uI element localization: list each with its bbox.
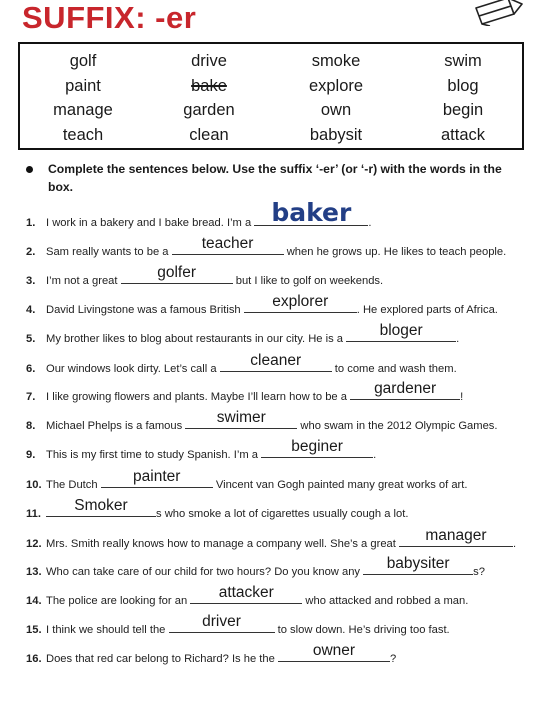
word-item: golf: [69, 52, 97, 70]
word-item: babysit: [309, 125, 363, 144]
answer-text: beginer: [291, 438, 343, 455]
sentence-text-before: Does that red car belong to Richard? Is he the: [46, 653, 278, 665]
sentence-number: 16.: [26, 653, 42, 665]
sentence-number: 15.: [26, 624, 42, 636]
sentence-number: 4.: [26, 304, 36, 316]
word-item: paint: [65, 76, 101, 95]
word-item-crossed-out: bake: [191, 76, 227, 95]
sentence-row: [26, 235, 507, 259]
sentence-row: [26, 584, 469, 608]
sentence-text-after: .: [368, 217, 372, 229]
answer-blank[interactable]: [244, 293, 357, 313]
answer-blank[interactable]: [121, 264, 233, 284]
sentence-text-before: I like growing flowers and plants. Maybe I’ll learn how to be a: [46, 391, 351, 403]
sentence-text-after: s?: [473, 566, 485, 578]
word-item: smoke: [311, 52, 361, 70]
sentence-row: [26, 198, 372, 230]
answer-blank[interactable]: [185, 409, 297, 429]
sentence-text-after: who swam in the 2012 Olympic Games.: [297, 420, 498, 432]
sentence-row: [26, 527, 517, 551]
instructions-text: Complete the sentences below. Use the suffix ‘-er’ (or ‘-r) with the words in the box.: [48, 162, 502, 194]
sentence-text-before: Mrs. Smith really knows how to manage a company well. She’s a great: [46, 538, 399, 550]
sentence-text-before: The Dutch: [46, 479, 101, 491]
word-item: own: [320, 101, 352, 119]
sentence-number: 5.: [26, 333, 36, 345]
sentence-number: 2.: [26, 246, 36, 258]
answer-text: golfer: [157, 264, 197, 281]
sentence-row: [26, 468, 468, 492]
word-item: attack: [440, 125, 486, 144]
sentence-text-before: Who can take care of our child for two hours? Do you know any: [46, 566, 364, 578]
sentence-row: [26, 293, 498, 317]
answer-text: teacher: [201, 235, 254, 252]
answer-blank[interactable]: [101, 468, 213, 488]
answer-text: explorer: [272, 293, 329, 310]
sentence-row: [26, 497, 409, 521]
sentence-text-after: ?: [389, 653, 397, 665]
word-item: clean: [189, 125, 229, 144]
sentence-row: [26, 352, 457, 376]
sentence-text-after: .: [456, 333, 460, 345]
word-item: begin: [442, 101, 484, 119]
answer-text: owner: [312, 642, 356, 659]
sentence-row: [26, 613, 450, 637]
pencil-icon: [470, 0, 526, 26]
answer-text: baker: [271, 198, 352, 227]
answer-blank[interactable]: [261, 438, 373, 458]
answer-blank[interactable]: [190, 584, 302, 604]
answer-blank[interactable]: [278, 642, 390, 662]
word-item: drive: [191, 52, 227, 70]
sentence-row: [26, 555, 485, 579]
sentence-text-after: who attacked and robbed a man.: [302, 595, 469, 607]
sentence-number: 14.: [26, 595, 42, 607]
bullet-icon: [26, 166, 33, 173]
sentence-text-before: I’m not a great: [46, 275, 121, 287]
sentence-row: [26, 380, 464, 404]
sentence-number: 3.: [26, 275, 36, 287]
word-box: [18, 42, 524, 150]
answer-text: driver: [202, 613, 241, 630]
sentence-row: [26, 438, 377, 462]
word-item: manage: [53, 101, 113, 119]
word-item: teach: [62, 125, 104, 144]
sentence-row: [26, 322, 460, 346]
sentence-text-after: to come and wash them.: [331, 363, 457, 375]
answer-blank[interactable]: [350, 380, 460, 400]
sentence-text-after: but I like to golf on weekends.: [232, 275, 384, 287]
worksheet-title: SUFFIX: -er: [22, 0, 197, 35]
answer-blank[interactable]: [46, 497, 156, 517]
sentence-row: [26, 409, 498, 433]
sentence-text-after: when he grows up. He likes to teach people.: [283, 246, 507, 258]
sentence-number: 6.: [26, 363, 36, 375]
sentence-number: 9.: [26, 449, 36, 461]
answer-blank[interactable]: [346, 322, 456, 342]
answer-text: painter: [133, 468, 181, 485]
answer-text: swimer: [216, 409, 266, 426]
answer-blank[interactable]: [220, 352, 332, 372]
sentence-text-after: to slow down. He’s driving too fast.: [274, 624, 450, 636]
sentence-text-after: .: [373, 449, 377, 461]
answer-blank[interactable]: [363, 555, 473, 575]
sentence-text-before: The police are looking for an: [46, 595, 191, 607]
word-item: explore: [308, 76, 364, 95]
sentence-text-after: .: [512, 538, 517, 550]
sentence-number: 8.: [26, 420, 36, 432]
answer-text: gardener: [374, 380, 437, 397]
word-grid: [20, 49, 522, 147]
sentence-number: 13.: [26, 566, 42, 578]
answer-text: manager: [425, 527, 487, 544]
word-item: garden: [183, 101, 235, 119]
answer-text: attacker: [218, 584, 274, 601]
sentence-text-before: This is my first time to study Spanish. I’m a: [46, 449, 262, 461]
answer-blank[interactable]: [254, 198, 368, 227]
sentence-text-after: . He explored parts of Africa.: [356, 304, 498, 316]
sentence-number: 1.: [26, 217, 36, 229]
sentence-text-before: Michael Phelps is a famous: [46, 420, 186, 432]
sentence-row: [26, 642, 397, 666]
sentence-row: [26, 264, 384, 288]
answer-text: babysiter: [386, 555, 450, 572]
sentence-text-after: s who smoke a lot of cigarettes usually cough a lot.: [156, 508, 409, 520]
sentence-text-before: Sam really wants to be a: [46, 246, 172, 258]
sentence-text-before: Our windows look dirty. Let’s call a: [46, 363, 220, 375]
sentence-text-before: David Livingstone was a famous British: [46, 304, 244, 316]
answer-text: Smoker: [74, 497, 128, 514]
sentence-number: 11.: [26, 508, 41, 520]
answer-text: bloger: [379, 322, 423, 339]
sentence-text-before: I think we should tell the: [46, 624, 169, 636]
answer-text: cleaner: [250, 352, 302, 369]
sentence-number: 7.: [26, 391, 36, 403]
answer-blank[interactable]: [172, 235, 284, 255]
sentence-text-after: Vincent van Gogh painted many great works of art.: [212, 479, 468, 491]
sentence-number: 12.: [26, 538, 42, 550]
sentence-text-after: !: [460, 391, 464, 403]
sentence-number: 10.: [26, 479, 42, 491]
sentence-text-before: I work in a bakery and I bake bread. I’m a: [46, 217, 255, 229]
answer-blank[interactable]: [399, 527, 513, 547]
word-item: blog: [447, 76, 479, 95]
word-item: swim: [444, 52, 482, 70]
answer-blank[interactable]: [169, 613, 275, 633]
sentence-text-before: My brother likes to blog about restaurants in our city. He is a: [46, 333, 347, 345]
